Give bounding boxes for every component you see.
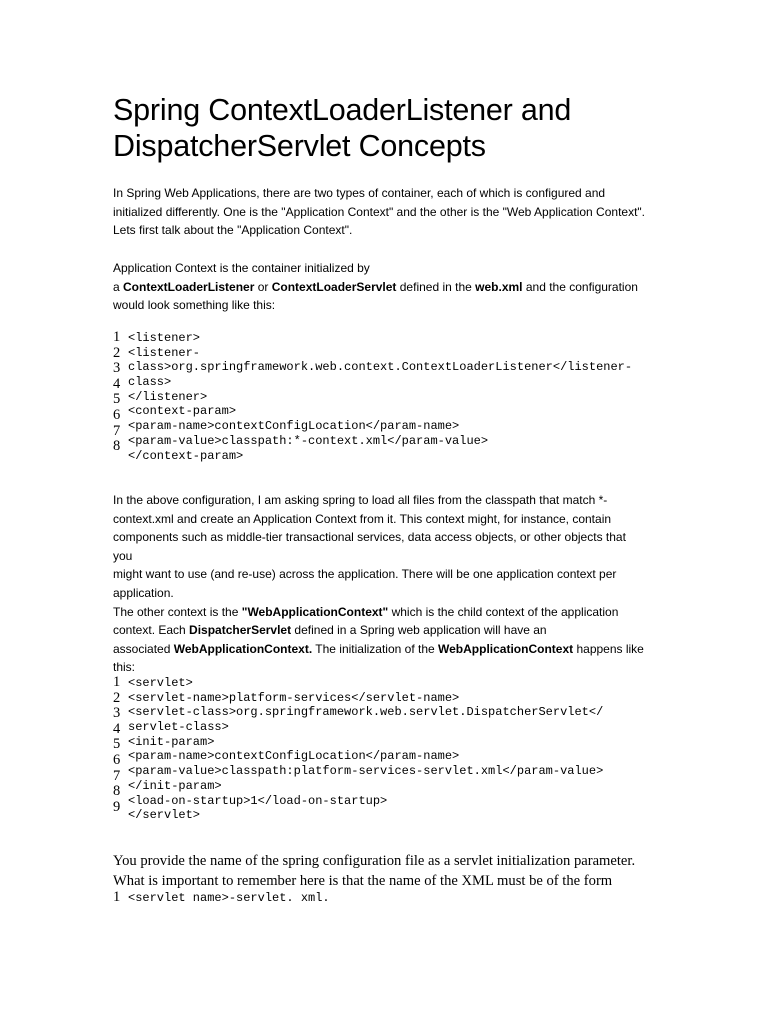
web-application-context-term: WebApplicationContext [438,641,574,656]
web-application-context-term: WebApplicationContext. [173,641,313,656]
line-number: 1 [113,889,121,905]
code-text: class>org.springframework.web.context.ContextLoaderListener</listener- [128,360,633,375]
line-number: 4 [113,375,121,392]
code-line [113,403,673,423]
code-line [113,345,673,360]
closing-line-2: What is important to remember here is that the name of the XML must be of the form [113,872,613,889]
app-context-line-1: Application Context is the container initialized by [113,261,370,275]
intro-line-1: In Spring Web Applications, there are two types of container, each of which is configured and [113,186,606,200]
code-line [113,734,673,753]
explain-paragraph [113,491,648,677]
line-number: 3 [113,360,121,377]
code-block-listener [113,330,673,462]
text-fragment: a [113,279,124,294]
line-number: 7 [113,422,121,439]
text-fragment: defined in a Spring web application will have an [291,623,547,638]
line-number: 2 [113,689,121,706]
code-text: </listener> [128,389,208,404]
text-fragment: The initialization of the [312,641,439,656]
text-fragment: which is the child context of the application [388,604,619,619]
closing-line-1: You provide the name of the spring configuration file as a servlet initialization parameter. [113,853,636,869]
code-line [113,719,673,737]
app-context-line-3: would look something like this: [113,298,276,313]
explain-line: this: [113,660,136,675]
code-line [113,330,673,345]
code-text: </context-param> [128,448,244,463]
intro-line-2: initialized differently. One is the "Application Context" and the other is the "Web Application Context". [113,204,646,219]
code-line [113,704,673,722]
page-title: Spring ContextLoaderListener and DispatcherServlet Concepts [113,93,572,163]
text-fragment: and the configuration [522,279,638,294]
line-number: 4 [113,720,121,737]
code-text: <param-value>classpath:platform-services-servlet.xml</param-value> [128,764,604,779]
code-line [113,359,673,377]
text-fragment: The other context is the [113,604,242,619]
code-line [113,778,673,800]
dispatcher-servlet-term: DispatcherServlet [189,623,292,638]
line-number: 1 [113,329,121,345]
code-line [113,448,673,463]
closing-paragraph [113,852,673,891]
line-number: 5 [113,391,121,408]
code-text: <param-name>contextConfigLocation</param-name> [128,749,460,764]
intro-line-3: Lets first talk about the "Application Context". [113,223,353,238]
code-line [113,433,673,455]
code-block-servlet-name [113,890,673,905]
code-line [113,748,673,768]
code-text: <init-param> [128,734,215,749]
intro-paragraph [113,184,648,240]
code-line [113,418,673,439]
code-text: </servlet> [128,808,201,823]
code-block-servlet [113,675,673,822]
text-fragment: defined in the [396,279,476,294]
line-number: 8 [113,783,121,800]
code-line [113,389,673,408]
explain-line: might want to use (and re-use) across the application. There will be one application context per [113,567,617,582]
web-application-context-term: "WebApplicationContext" [241,604,389,619]
code-text: </init-param> [128,778,222,793]
code-text: <param-name>contextConfigLocation</param-name> [128,419,460,434]
line-number: 8 [113,438,121,455]
app-context-paragraph [113,259,648,315]
explain-line: context.xml and create an Application Context from it. This context might, for instance, contain [113,511,612,526]
code-text: <servlet-class>org.springframework.web.servlet.DispatcherServlet</ [128,705,604,720]
code-line [113,675,673,690]
context-loader-servlet-term: ContextLoaderServlet [271,279,397,294]
text-fragment: or [254,279,272,294]
line-number: 3 [113,705,121,722]
code-line [113,763,673,784]
text-fragment: context. Each [113,623,190,638]
code-line [113,690,673,705]
line-number: 5 [113,736,121,753]
web-xml-term: web.xml [475,279,523,294]
text-fragment: happens like [573,641,644,656]
line-number: 2 [113,344,121,361]
code-text: <context-param> [128,404,237,419]
text-fragment: associated [113,641,174,656]
code-text: servlet-class> [128,720,229,735]
line-number: 9 [113,798,121,815]
code-text: <param-value>classpath:*-context.xml</param-value> [128,433,489,448]
context-loader-listener-term: ContextLoaderListener [123,279,255,294]
line-number: 1 [113,674,121,690]
explain-line: In the above configuration, I am asking spring to load all files from the classpath that match *- [113,493,608,507]
line-number: 6 [113,406,121,423]
explain-line: components such as middle-tier transactional services, data access objects, or other objects that you [113,530,626,563]
code-text: <servlet name>-servlet. xml. [128,891,330,905]
code-text: class> [128,375,172,390]
line-number: 7 [113,767,121,784]
code-line [113,793,673,815]
code-text: <listener- [128,345,201,360]
code-line [113,374,673,392]
code-text: <listener> [128,331,201,345]
code-line [113,890,673,905]
code-line [113,807,673,822]
code-text: <load-on-startup>1</load-on-startup> [128,793,388,808]
explain-line: application. [113,585,174,600]
line-number: 6 [113,751,121,768]
code-text: <servlet> [128,676,193,690]
code-text: <servlet-name>platform-services</servlet-name> [128,690,460,705]
